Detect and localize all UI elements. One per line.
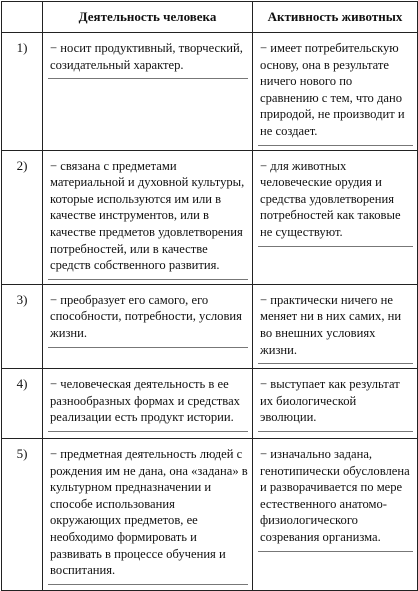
row-number: 3)	[2, 284, 43, 368]
header-number-cell	[2, 2, 43, 33]
human-text: − предметная деятельность людей с рождения им не дана, она «задана» в культурном предназначении и способе использования окружающих предметов, ее необходимо формировать и развивать в процессе обучения и воспитания.	[48, 443, 248, 585]
animal-text: − для животных человеческие орудия и средства удовлетворения потребностей как таковые не существуют.	[258, 155, 413, 247]
human-cell	[43, 439, 253, 591]
table-row	[2, 439, 418, 591]
human-text: − связана с предметами материальной и духовной культуры, которые используются им или в качестве инструментов, или в качестве предметов удовлетворения потребностей, или в качестве средств собственного развития.	[48, 155, 248, 280]
human-cell	[43, 284, 253, 368]
table-row	[2, 369, 418, 439]
human-cell	[43, 150, 253, 284]
row-number: 5)	[2, 439, 43, 591]
row-number: 1)	[2, 33, 43, 151]
animal-cell	[253, 439, 418, 591]
animal-text: − практически ничего не меняет ни в них самих, ни во внешних условиях жизни.	[258, 289, 413, 364]
animal-cell	[253, 150, 418, 284]
header-human-activity: Деятельность человека	[43, 2, 253, 33]
human-cell	[43, 369, 253, 439]
animal-cell	[253, 33, 418, 151]
table-row	[2, 284, 418, 368]
table-row	[2, 150, 418, 284]
animal-text: − изначально задана, генотипически обусловлена и разворачивается по мере естественного анатомо-физиологического созревания организма.	[258, 443, 413, 552]
human-text: − человеческая деятельность в ее разнообразных формах и средствах реализации есть продукт истории.	[48, 373, 248, 432]
human-text: − преобразует его самого, его способности, потребности, условия жизни.	[48, 289, 248, 348]
row-number: 2)	[2, 150, 43, 284]
animal-cell	[253, 284, 418, 368]
human-cell	[43, 33, 253, 151]
comparison-table	[1, 1, 418, 591]
human-text: − носит продуктивный, творческий, созидательный характер.	[48, 37, 248, 79]
row-number: 4)	[2, 369, 43, 439]
animal-text: − выступает как результат их биологической эволюции.	[258, 373, 413, 432]
table-row	[2, 33, 418, 151]
header-animal-activity: Активность животных	[253, 2, 418, 33]
animal-cell	[253, 369, 418, 439]
animal-text: − имеет потребительскую основу, она в результате ничего нового по сравнению с тем, что дано природой, не производит и не создает.	[258, 37, 413, 146]
table-header-row	[2, 2, 418, 33]
